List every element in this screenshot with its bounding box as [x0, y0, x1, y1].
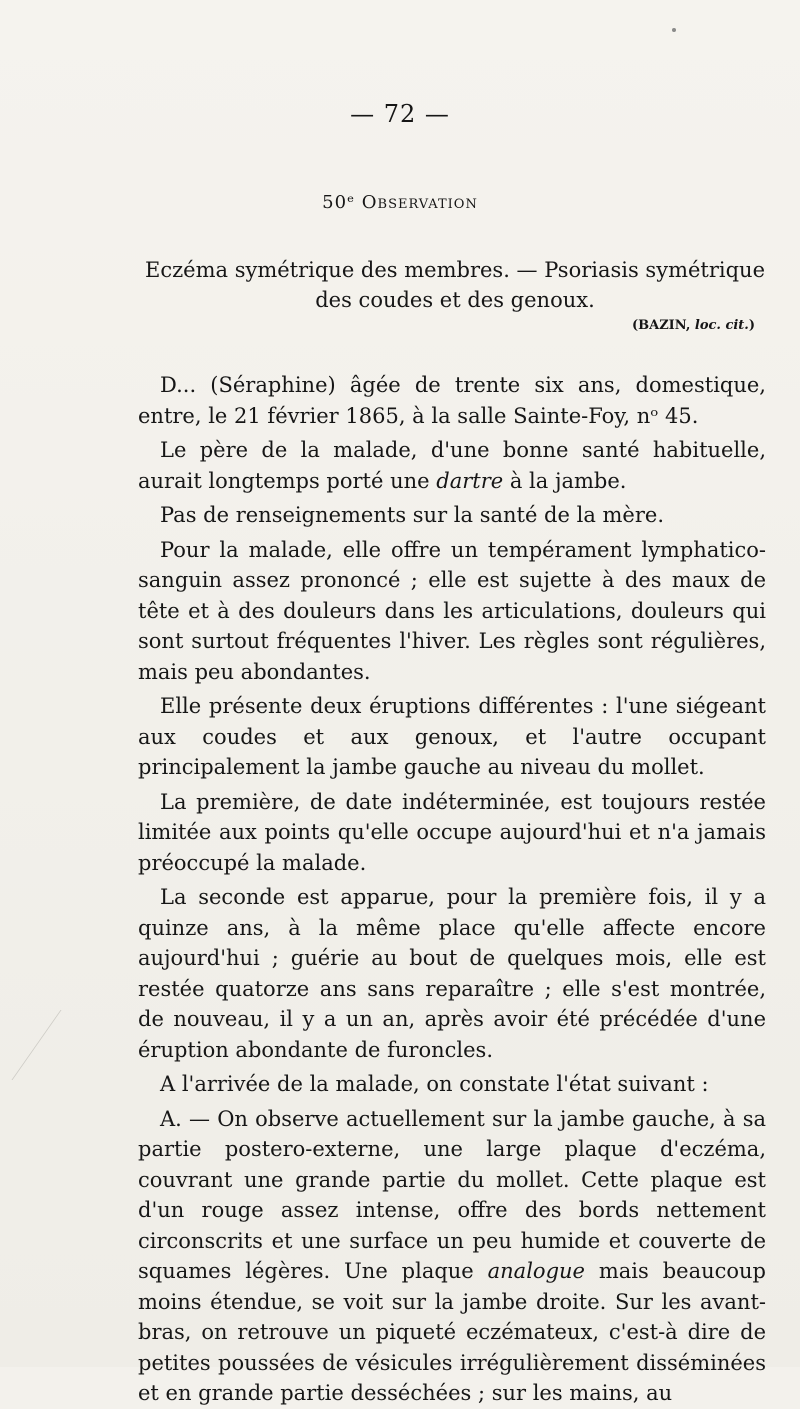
paragraph-mother: Pas de renseignements sur la santé de la mère.: [160, 503, 664, 527]
source-reference: loc. cit.: [694, 318, 749, 333]
section-label: A.: [160, 1106, 182, 1131]
observation-title: Eczéma symétrique des membres. — Psoriasis symétrique des coudes et des genoux.: [145, 258, 766, 312]
paragraph-first-eruption: La première, de date indéterminée, est toujours restée limitée aux points qu'elle occupe aujourd'hui et n'a jamais préoccupé la malade.: [138, 789, 766, 875]
paragraph-admission: D... (Séraphine) âgée de trente six ans, domestique, entre, le 21 février 1865, à la salle Sainte-Foy, nᵒ 45.: [138, 373, 766, 428]
page-number: — 72 —: [350, 100, 450, 128]
father-text-end: à la jambe.: [503, 468, 627, 493]
source-name: (BAZIN,: [631, 318, 695, 333]
section-lead: — On observe actuellement sur la jambe gauche, à sa partie postero-externe, une large plaque d'eczéma, couvrant une grande partie du mollet. Cette plaque est d'un rouge assez intense, offre des bords nettement circonscrits et une surface un peu humide et couverte de squames légères. Une plaque: [138, 1106, 766, 1283]
body-text: [138, 370, 766, 1409]
section-emphasis: analogue: [487, 1259, 585, 1283]
father-text-emphasis: dartre: [436, 468, 504, 493]
father-text-start: Le père de la malade, d'une bonne santé habituelle, aurait longtemps porté une: [138, 438, 766, 493]
observation-heading: 50ᵉ Observation: [322, 192, 478, 213]
section-rest: mais beaucoup moins étendue, se voit sur la jambe droite. Sur les avant-bras, on retrouve un piqueté eczémateux, c'est-à dire de petites poussées de vésicules irrégulièrement disséminées et en grande partie desséchées ; sur les mains, au: [138, 1259, 766, 1405]
margin-mark: [0, 1010, 62, 1080]
paragraph-temperament: Pour la malade, elle offre un tempérament lymphatico-sanguin assez prononcé ; elle est sujette à des maux de tête et à des douleurs dans les articulations, douleurs qui sont surtout fréquentes l'hiver. Les règles sont régulières, mais peu abondantes.: [138, 537, 766, 684]
paragraph-eruptions: Elle présente deux éruptions différentes : l'une siégeant aux coudes et aux genoux, et l'autre occupant principalement la jambe gauche au niveau du mollet.: [138, 694, 766, 779]
paragraph-second-eruption: La seconde est apparue, pour la première fois, il y a quinze ans, à la même place qu'elle affecte encore aujourd'hui ; guérie au bout de quelques mois, elle est restée quatorze ans sans reparaître ; elle s'est montrée, de nouveau, il y a un an, après avoir été précédée d'une éruption abondante de furoncles.: [138, 885, 766, 1062]
paragraph-arrival: A l'arrivée de la malade, on constate l'état suivant :: [160, 1072, 709, 1096]
paragraph-father: [138, 435, 766, 496]
source-close: ): [748, 318, 755, 333]
ink-speck: [672, 28, 676, 32]
source-citation: [632, 318, 755, 333]
paragraph-observation-a: [138, 1104, 766, 1409]
